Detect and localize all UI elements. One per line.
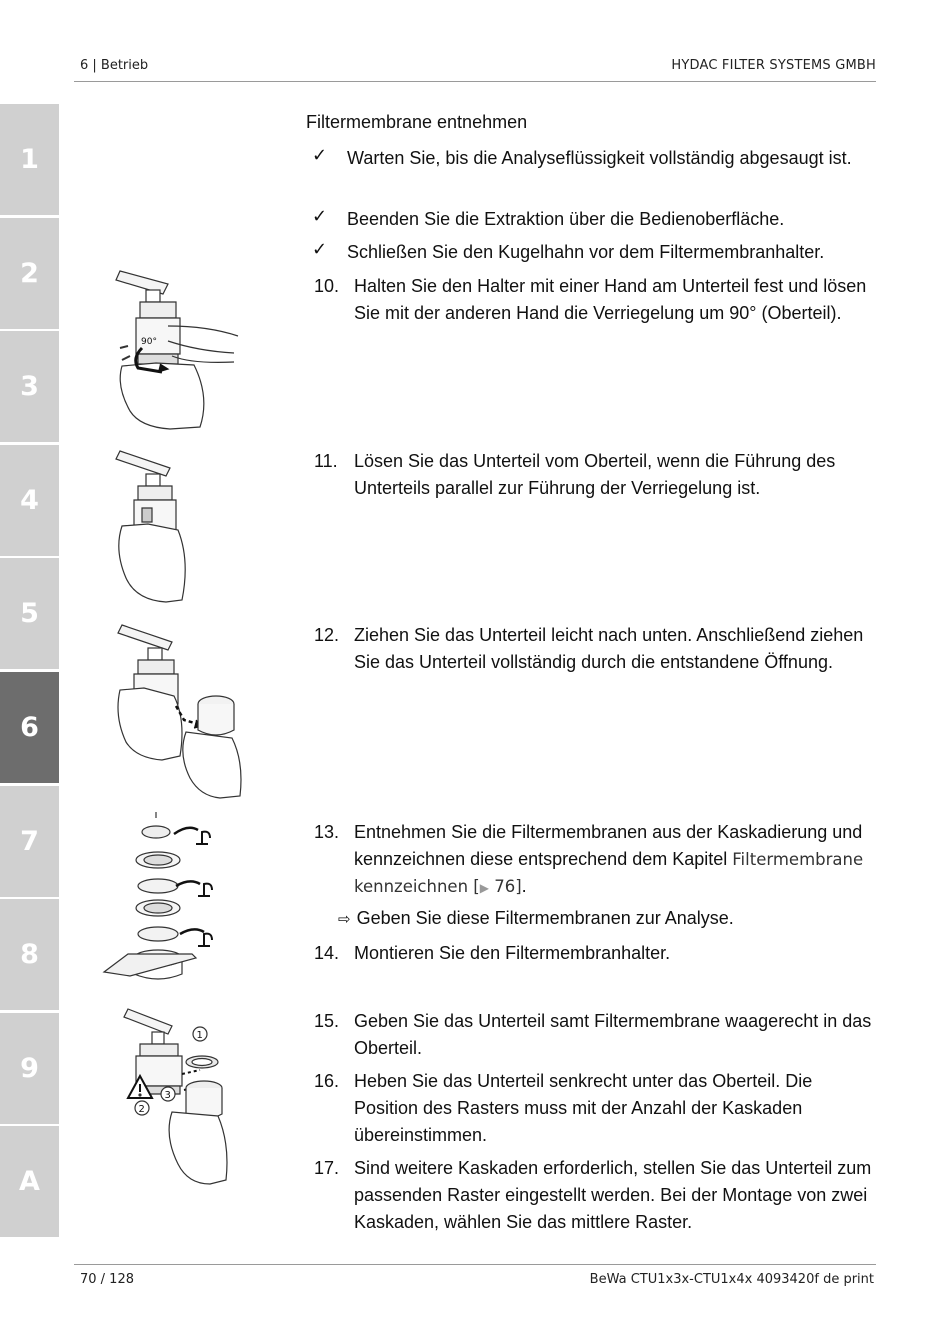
- reference-page: 76]: [488, 877, 522, 896]
- check-icon: ✓: [312, 145, 328, 166]
- result-text: Geben Sie diese Filtermembranen zur Analyse.: [356, 908, 734, 928]
- chapter-tab-3[interactable]: 3: [0, 331, 59, 442]
- step-number: 10.: [314, 276, 340, 296]
- precondition-text: Warten Sie, bis die Analyseflüssigkeit vollständig abgesaugt ist.: [347, 148, 852, 168]
- chapter-tab-8[interactable]: 8: [0, 899, 59, 1010]
- step-number: 15.: [314, 1011, 340, 1031]
- callout-3: 3: [164, 1090, 171, 1101]
- header-chapter: 6 | Betrieb: [80, 58, 149, 73]
- step-text: Lösen Sie das Unterteil vom Oberteil, wenn die Führung des Unterteils parallel zur Führung der Verriegelung ist.: [354, 451, 836, 498]
- step-number: 17.: [314, 1158, 340, 1178]
- precondition-text: Beenden Sie die Extraktion über die Bedienoberfläche.: [347, 209, 785, 229]
- illustration-membrane-cascade: [100, 812, 230, 992]
- page-number: 70 / 128: [80, 1272, 134, 1287]
- step-number: 11.: [314, 451, 338, 471]
- step-text: Ziehen Sie das Unterteil leicht nach unten. Anschließend ziehen Sie das Unterteil vollständig durch die entstandene Öffnung.: [354, 625, 864, 672]
- step-text: Heben Sie das Unterteil senkrecht unter das Oberteil. Die Position des Rasters muss mit der Anzahl der Kaskaden übereinstimmen.: [354, 1071, 813, 1145]
- chapter-tabs: [0, 104, 59, 1240]
- chapter-tab-5[interactable]: 5: [0, 558, 59, 669]
- footer-rule: [74, 1264, 876, 1265]
- step-number: 14.: [314, 943, 340, 963]
- step-text: Montieren Sie den Filtermembranhalter.: [354, 943, 671, 963]
- step-text: Sind weitere Kaskaden erforderlich, stellen Sie das Unterteil zum passenden Raster eingestellt werden. Bei der Montage von zwei Kaskaden, wählen Sie das mittlere Raster.: [354, 1158, 872, 1232]
- chapter-tab-7[interactable]: 7: [0, 786, 59, 897]
- section-title: Filtermembrane entnehmen: [306, 112, 528, 132]
- step-text: Halten Sie den Halter mit einer Hand am Unterteil fest und lösen Sie mit der anderen Hand die Verriegelung um 90° (Oberteil).: [354, 276, 867, 323]
- illustration-separate-lower-part: [110, 446, 190, 606]
- illustration-pull-lower-part: [112, 620, 242, 800]
- result-arrow-icon: ⇨: [338, 910, 351, 928]
- callout-2: 2: [138, 1104, 145, 1115]
- check-icon: ✓: [312, 206, 328, 227]
- step-text: Geben Sie das Unterteil samt Filtermembrane waagerecht in das Oberteil.: [354, 1011, 872, 1058]
- step-text: [354, 819, 872, 902]
- illustration-mount-lower-part: [122, 1004, 232, 1194]
- chapter-tab-4[interactable]: 4: [0, 445, 59, 556]
- chapter-tab-6[interactable]: 6: [0, 672, 59, 783]
- step-text-tail: .: [521, 876, 527, 896]
- step-number: 12.: [314, 625, 340, 645]
- chapter-tab-2[interactable]: 2: [0, 218, 59, 329]
- chapter-tab-1[interactable]: 1: [0, 104, 59, 215]
- step-text-lead: Entnehmen Sie die Filtermembranen aus der Kaskadierung und kennzeichnen diese entsprechend dem Kapitel: [354, 822, 863, 869]
- step-number: 13.: [314, 822, 340, 842]
- step-result: [338, 908, 734, 929]
- document-id: BeWa CTU1x3x-CTU1x4x 4093420f de print: [589, 1272, 874, 1287]
- reference-arrow-icon: ▶: [479, 881, 489, 895]
- callout-1: 1: [196, 1030, 203, 1041]
- angle-label: 90°: [141, 337, 157, 347]
- chapter-tab-9[interactable]: 9: [0, 1013, 59, 1124]
- header-rule: [74, 81, 876, 82]
- reference-title: Filtermembrane kennzeichnen [: [354, 850, 864, 896]
- chapter-tab-a[interactable]: A: [0, 1126, 59, 1237]
- check-icon: ✓: [312, 239, 328, 260]
- illustration-unlock-90: [108, 266, 243, 431]
- step-number: 16.: [314, 1071, 340, 1091]
- precondition-text: Schließen Sie den Kugelhahn vor dem Filtermembranhalter.: [347, 242, 825, 262]
- header-company: HYDAC FILTER SYSTEMS GMBH: [671, 58, 876, 73]
